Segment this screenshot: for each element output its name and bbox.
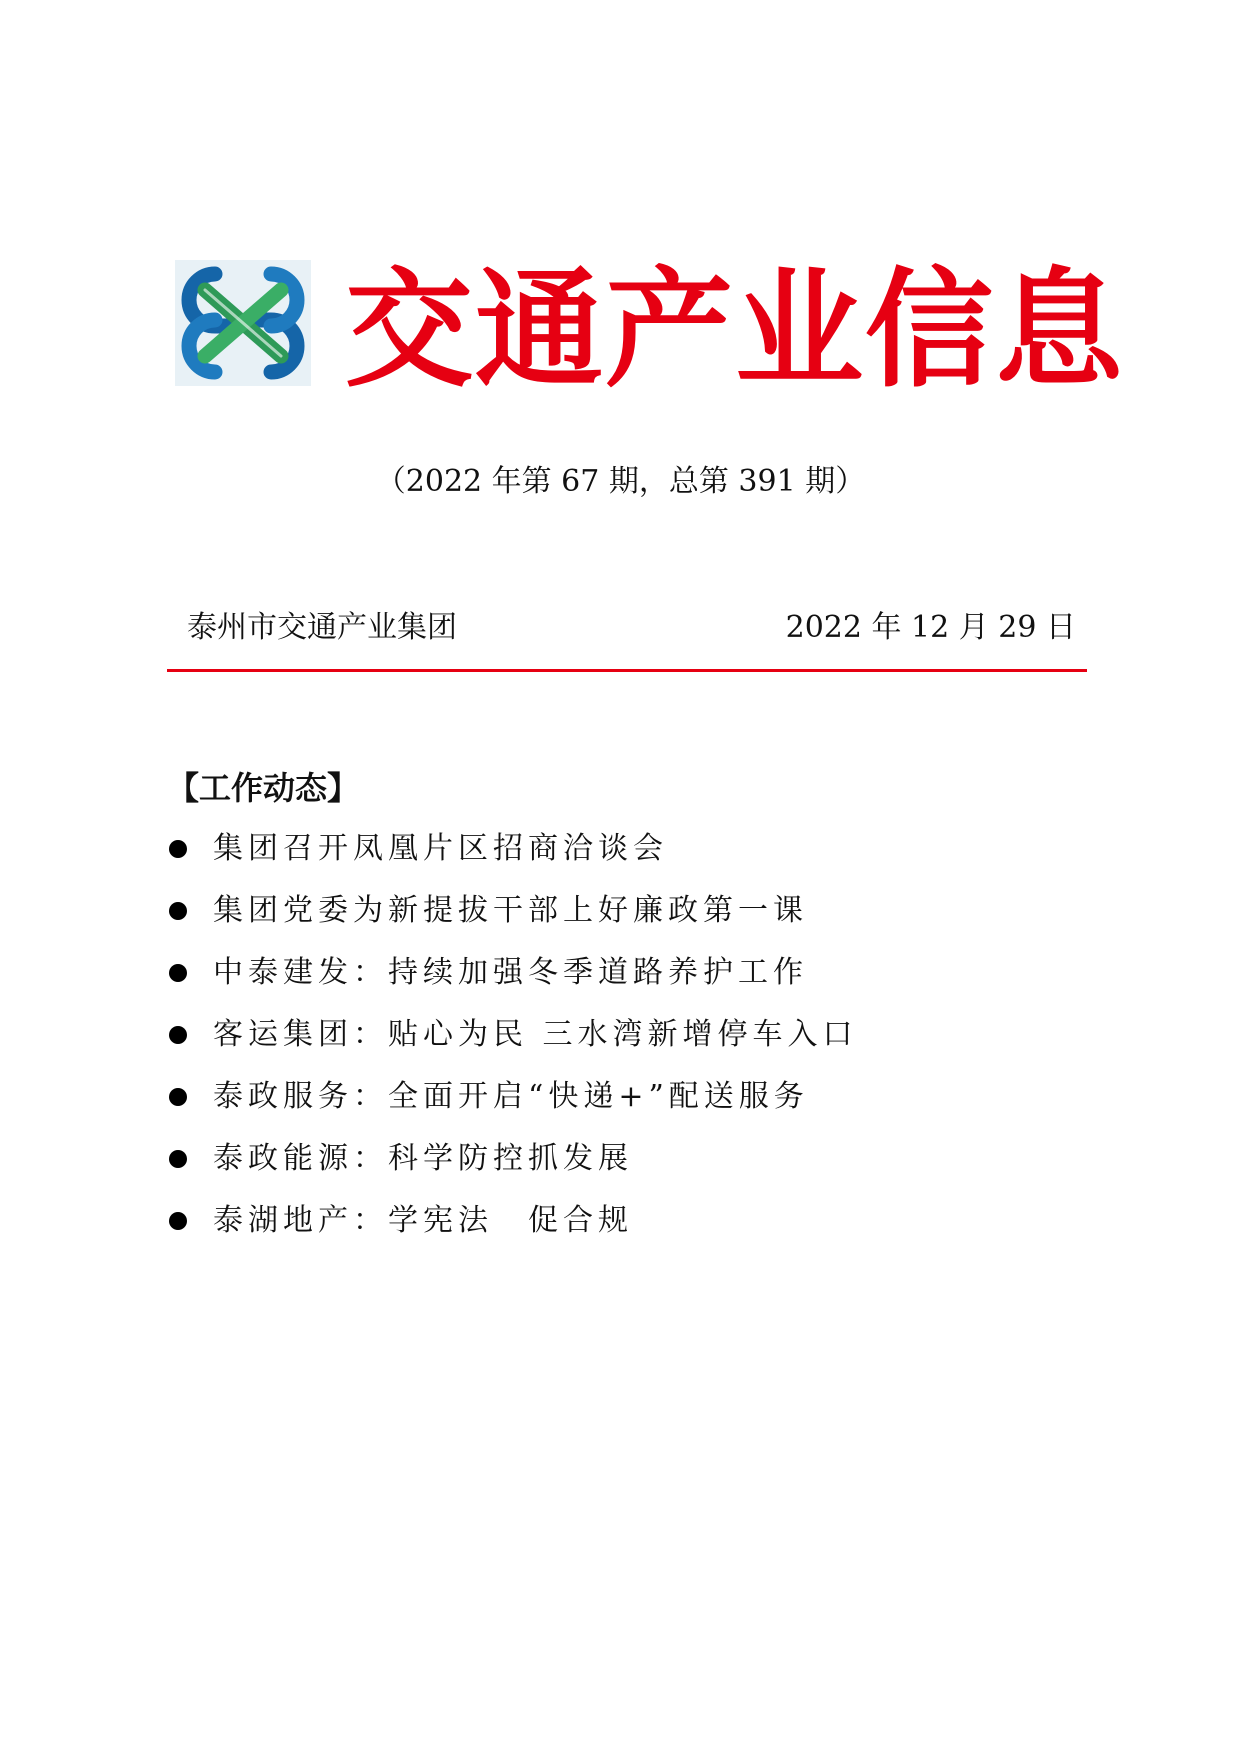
headline-text: 泰政能源：科学防控抓发展 [213, 1141, 633, 1176]
list-item [167, 950, 858, 1012]
headline-text: 泰政服务：全面开启“快递+”配送服务 [213, 1079, 809, 1114]
list-item [167, 1074, 858, 1136]
list-item [167, 888, 858, 950]
list-item [167, 1012, 858, 1074]
organization-name: 泰州市交通产业集团 [187, 610, 457, 645]
interlocking-knot-logo-icon [175, 260, 311, 386]
section-heading: 【工作动态】 [167, 769, 360, 807]
bullet-icon [169, 1088, 187, 1106]
bullet-icon [169, 964, 187, 982]
publication-date: 2022 年 12 月 29 日 [785, 610, 1076, 645]
masthead [175, 250, 1126, 410]
headline-text: 集团党委为新提拔干部上好廉政第一课 [213, 893, 808, 928]
header-rule [167, 669, 1087, 672]
publication-title: 交通产业信息 [345, 255, 1126, 405]
bullet-icon [169, 1212, 187, 1230]
headline-list [167, 826, 858, 1260]
list-item [167, 826, 858, 888]
bullet-icon [169, 1150, 187, 1168]
bullet-icon [169, 1026, 187, 1044]
headline-text: 中泰建发：持续加强冬季道路养护工作 [213, 955, 808, 990]
headline-text: 客运集团：贴心为民 三水湾新增停车入口 [213, 1017, 858, 1052]
bullet-icon [169, 840, 187, 858]
issue-number: （2022 年第 67 期，总第 391 期） [375, 464, 866, 499]
headline-text: 集团召开凤凰片区招商洽谈会 [213, 831, 668, 866]
list-item [167, 1198, 858, 1260]
bullet-icon [169, 902, 187, 920]
headline-text: 泰湖地产：学宪法 促合规 [213, 1203, 633, 1238]
list-item [167, 1136, 858, 1198]
